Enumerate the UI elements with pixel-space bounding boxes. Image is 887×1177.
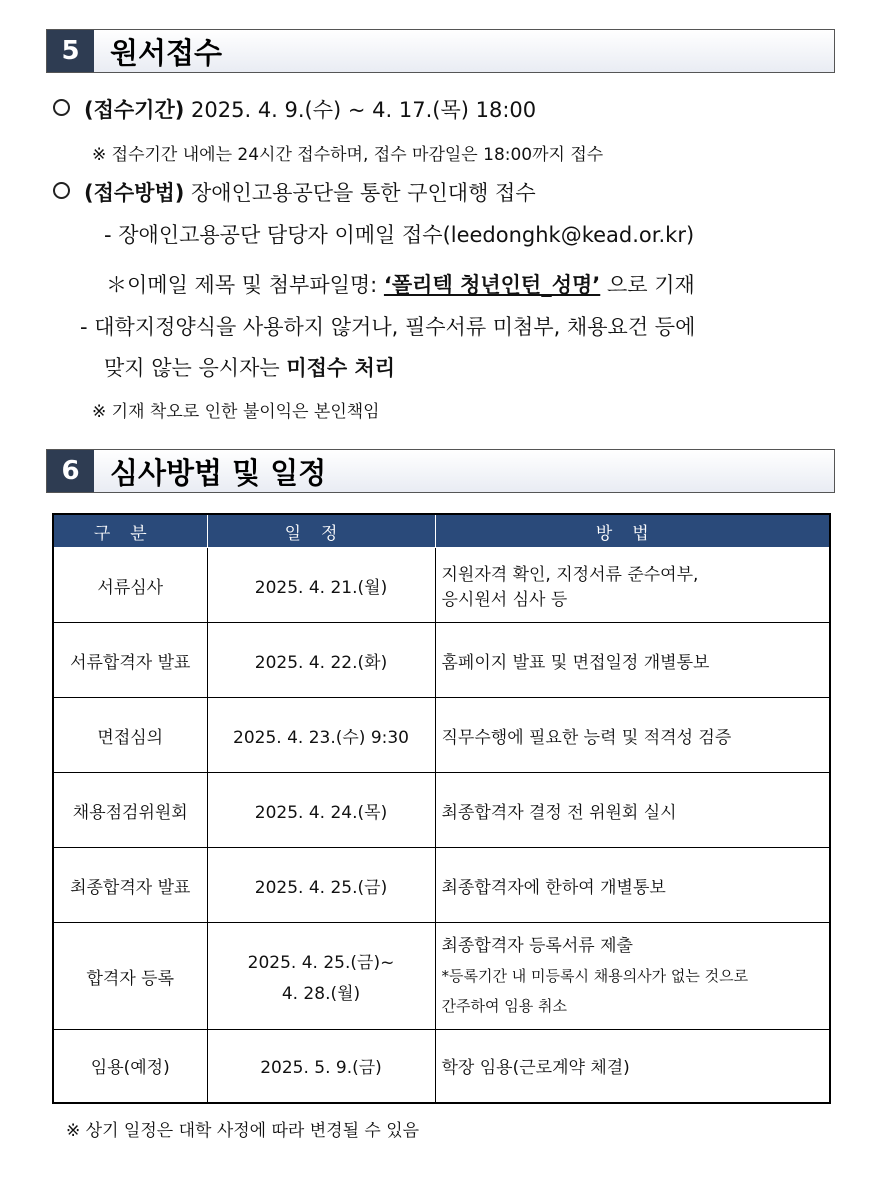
reject-line-1: - 대학지정양식을 사용하지 않거나, 필수서류 미첨부, 채용요건 등에 <box>80 315 696 339</box>
row-date-line: 2025. 4. 25.(금)~ <box>247 953 395 973</box>
table-row <box>53 923 830 1030</box>
email-note-prefix: ＊이메일 제목 및 첨부파일명: <box>106 273 384 297</box>
section-6-header <box>46 449 835 493</box>
method-label: (접수방법) <box>84 181 185 205</box>
row-category: 서류합격자 발표 <box>53 623 207 698</box>
row-method-line: 최종합격자 등록서류 제출 <box>441 936 633 956</box>
header-date: 일정 <box>207 514 435 548</box>
header-method: 방법 <box>435 514 830 548</box>
row-method: 최종합격자 결정 전 위원회 실시 <box>435 773 830 848</box>
table-row <box>53 548 830 623</box>
period-value: 2025. 4. 9.(수) ~ 4. 17.(목) 18:00 <box>184 98 537 122</box>
row-date: 2025. 4. 22.(화) <box>207 623 435 698</box>
row-date <box>207 923 435 1030</box>
email-note-suffix: 으로 기재 <box>600 273 695 297</box>
method-line <box>53 177 536 207</box>
row-method: 직무수행에 필요한 능력 및 적격성 검증 <box>435 698 830 773</box>
row-method <box>435 548 830 623</box>
method-value: 장애인고용공단을 통한 구인대행 접수 <box>184 181 536 205</box>
row-method: 최종합격자에 한하여 개별통보 <box>435 848 830 923</box>
row-method-line: *등록기간 내 미등록시 채용의사가 없는 것으로 <box>441 967 749 985</box>
section-number: 6 <box>47 450 94 492</box>
row-category: 서류심사 <box>53 548 207 623</box>
table-header-row <box>53 514 830 548</box>
table-row <box>53 773 830 848</box>
row-date: 2025. 5. 9.(금) <box>207 1030 435 1103</box>
circle-bullet-icon <box>53 182 70 199</box>
row-method: 홈페이지 발표 및 면접일정 개별통보 <box>435 623 830 698</box>
row-method-line: 응시원서 심사 등 <box>441 590 568 610</box>
email-note-name: ‘폴리텍 청년인턴_성명’ <box>383 273 601 297</box>
reject-line-2 <box>104 352 395 382</box>
row-date-line: 4. 28.(월) <box>281 984 361 1004</box>
reject-line-2-bold: 미접수 처리 <box>286 356 396 380</box>
email-note <box>106 269 695 299</box>
period-line <box>53 94 536 124</box>
circle-bullet-icon <box>53 99 70 116</box>
method-sub: - 장애인고용공단 담당자 이메일 접수(leedonghk@kead.or.kr) <box>104 223 695 247</box>
row-category: 채용점검위원회 <box>53 773 207 848</box>
row-date: 2025. 4. 24.(목) <box>207 773 435 848</box>
row-category: 최종합격자 발표 <box>53 848 207 923</box>
table-row <box>53 698 830 773</box>
row-date: 2025. 4. 23.(수) 9:30 <box>207 698 435 773</box>
table-row <box>53 848 830 923</box>
row-method <box>435 923 830 1030</box>
schedule-footnote: ※ 상기 일정은 대학 사정에 따라 변경될 수 있음 <box>66 1121 420 1141</box>
responsibility-note: ※ 기재 착오로 인한 불이익은 본인책임 <box>92 402 380 422</box>
row-method-line: 간주하여 임용 취소 <box>441 997 567 1015</box>
header-category: 구분 <box>53 514 207 548</box>
row-category: 면접심의 <box>53 698 207 773</box>
row-category: 임용(예정) <box>53 1030 207 1103</box>
table-row <box>53 1030 830 1103</box>
table-row <box>53 623 830 698</box>
section-5-header <box>46 29 835 73</box>
row-method: 학장 임용(근로계약 체결) <box>435 1030 830 1103</box>
section-number: 5 <box>47 30 94 72</box>
section-title: 원서접수 <box>110 35 223 70</box>
period-label: (접수기간) <box>84 98 185 122</box>
schedule-table <box>52 513 831 1104</box>
section-title: 심사방법 및 일정 <box>110 455 327 490</box>
row-date: 2025. 4. 25.(금) <box>207 848 435 923</box>
row-category: 합격자 등록 <box>53 923 207 1030</box>
period-note: ※ 접수기간 내에는 24시간 접수하며, 접수 마감일은 18:00까지 접수 <box>92 145 604 165</box>
reject-line-2-prefix: 맞지 않는 응시자는 <box>104 356 287 380</box>
row-method-line: 지원자격 확인, 지정서류 준수여부, <box>441 565 699 585</box>
row-date: 2025. 4. 21.(월) <box>207 548 435 623</box>
